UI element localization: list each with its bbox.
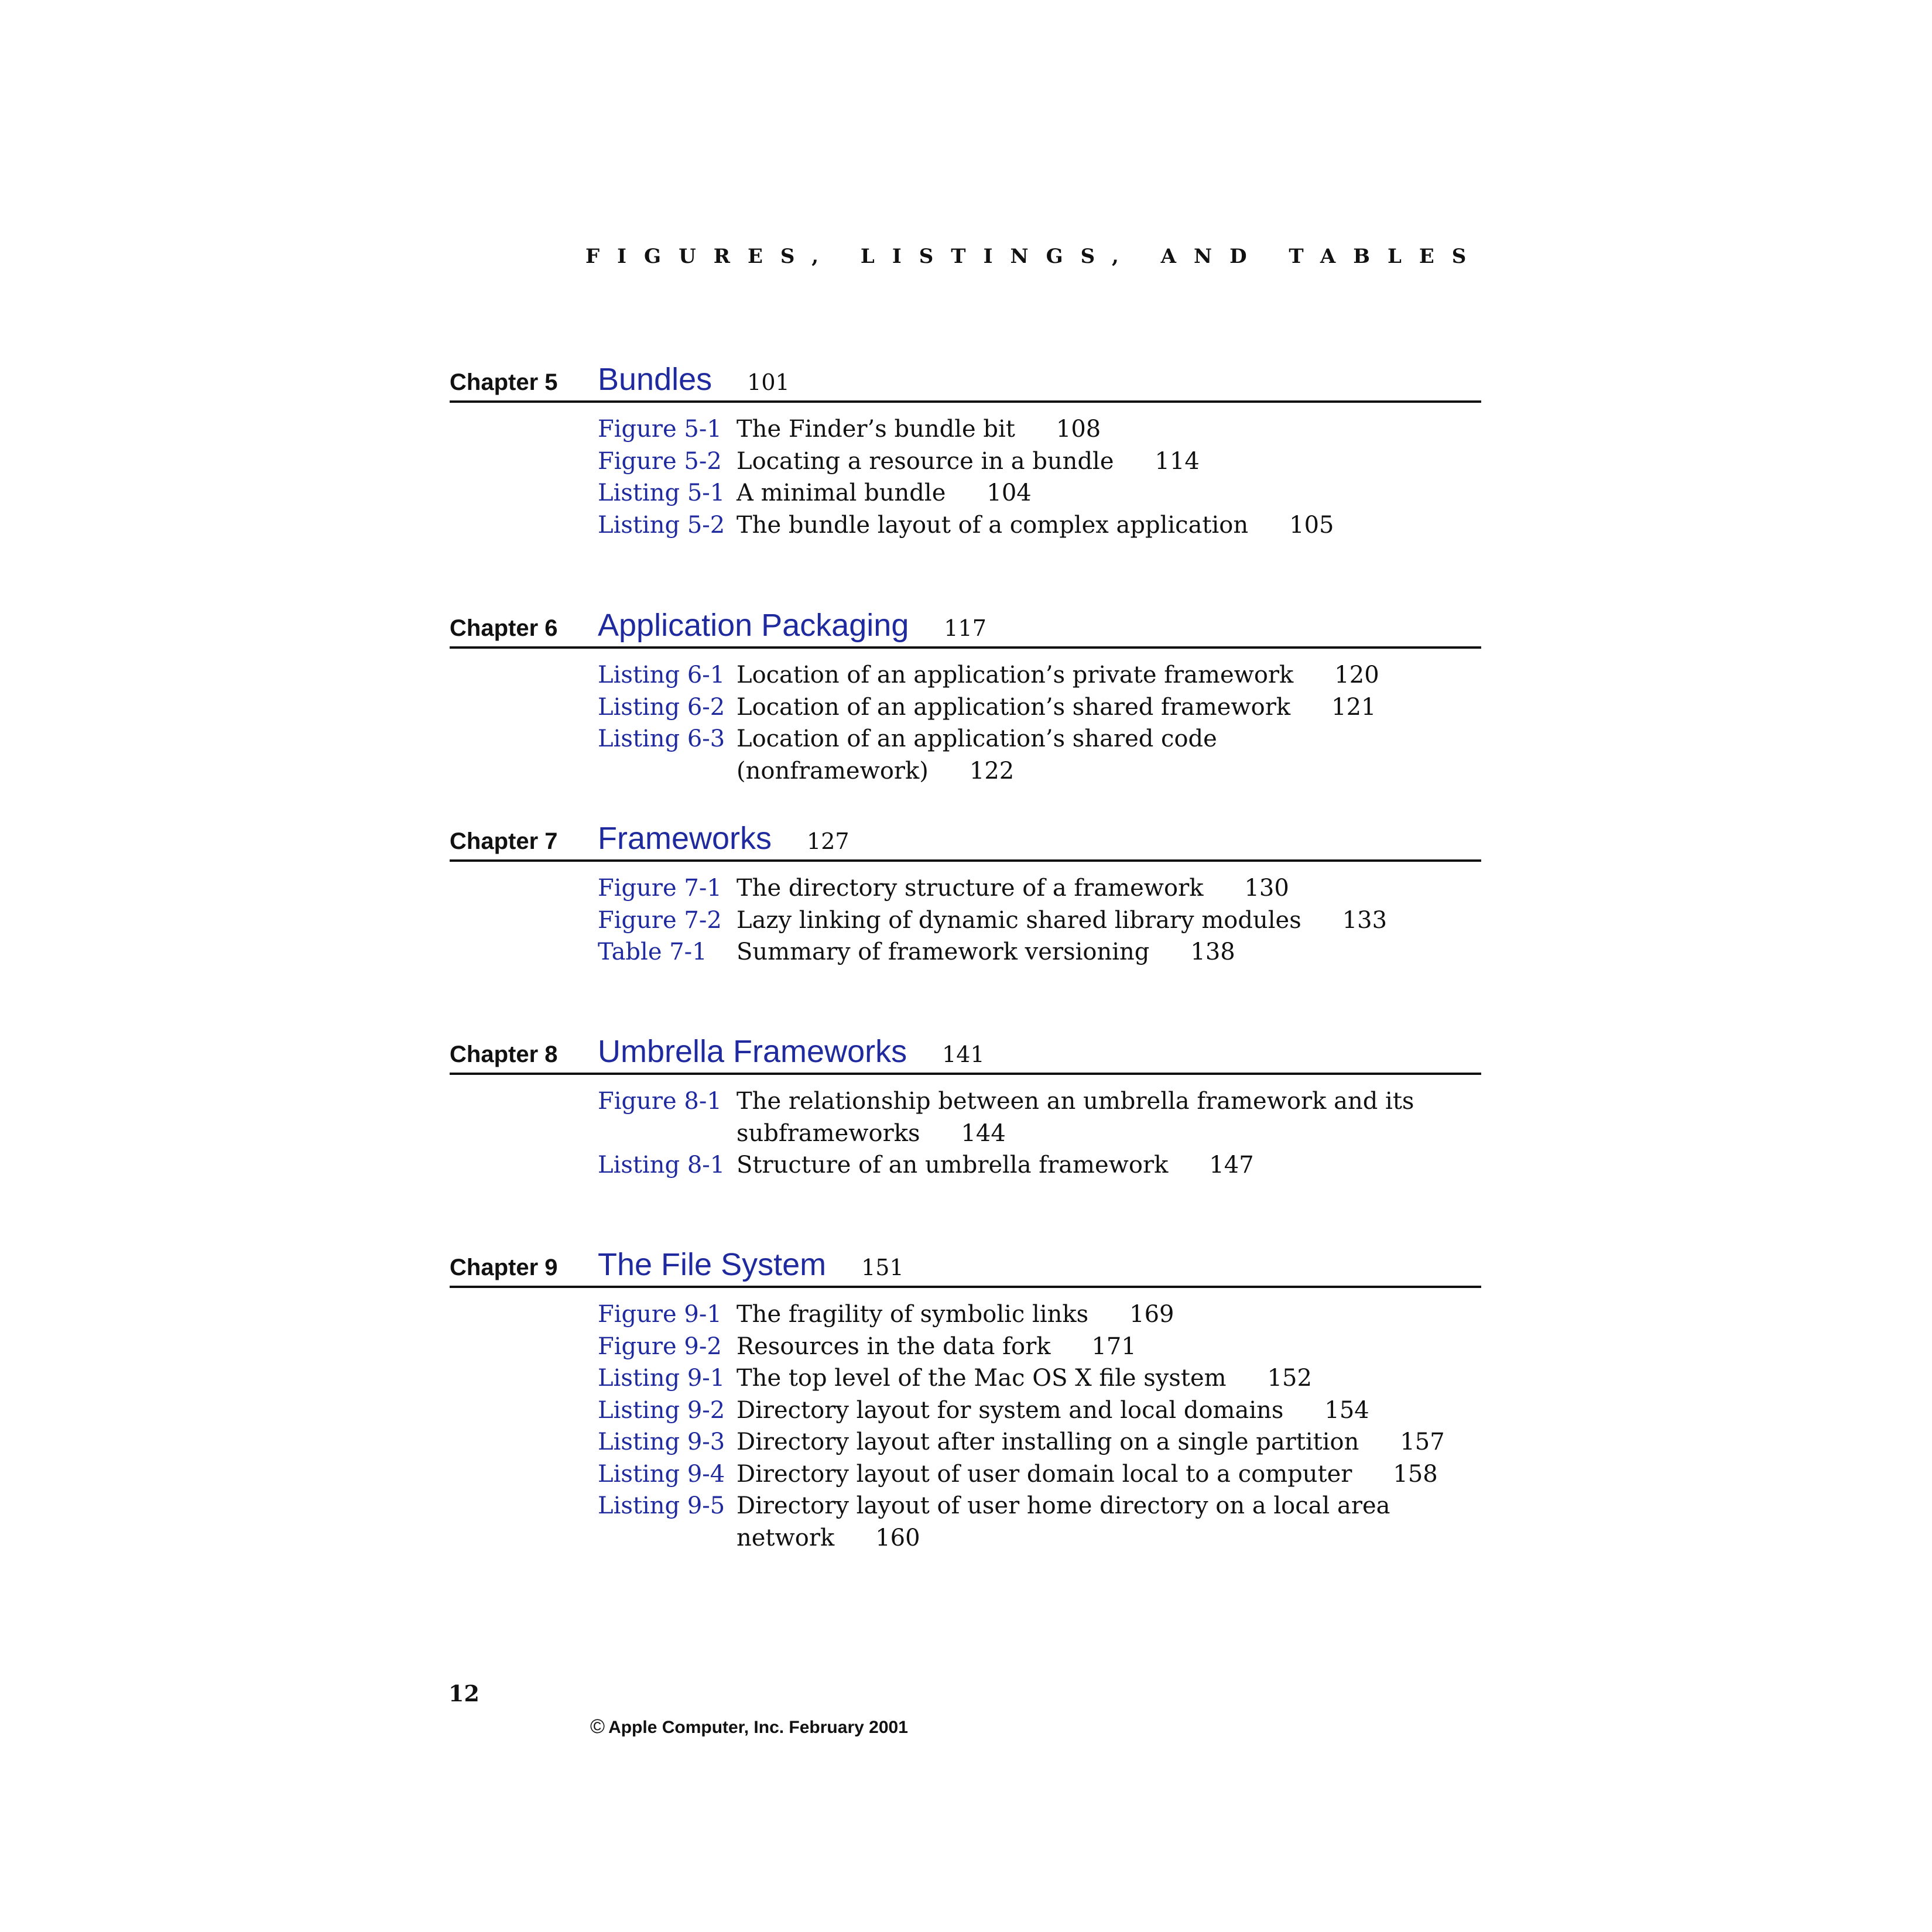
entry-list	[450, 872, 1481, 968]
entry-title: Directory layout of user home directory on a local area network	[737, 1492, 1390, 1551]
entry-title: Locating a resource in a bundle	[737, 447, 1114, 475]
chapter-label: Chapter 8	[450, 1042, 558, 1067]
entry-reference-link[interactable]: Listing 5-1	[598, 479, 725, 506]
entry-description	[737, 1490, 1451, 1554]
chapter-title-link[interactable]	[598, 607, 986, 643]
chapter-section	[450, 1030, 1481, 1181]
entry-reference-link[interactable]: Figure 5-2	[598, 447, 722, 475]
entry-title: Summary of framework versioning	[737, 938, 1150, 965]
entry-page-number: 104	[986, 479, 1032, 506]
copyright-text: Apple Computer, Inc. February 2001	[608, 1718, 908, 1737]
entry-title: The directory structure of a framework	[737, 875, 1204, 902]
entry-reference-link[interactable]: Listing 6-2	[598, 693, 725, 721]
chapter-label: Chapter 9	[450, 1255, 558, 1280]
chapter-title-text[interactable]: Application Packaging	[598, 608, 909, 643]
toc-entry	[450, 1395, 1481, 1427]
toc-entry	[450, 723, 1481, 787]
entry-page-number: 154	[1324, 1396, 1369, 1424]
entry-description	[737, 905, 1451, 937]
entry-title: A minimal bundle	[737, 479, 946, 506]
chapter-title-text[interactable]: Bundles	[598, 362, 712, 397]
chapter-rule	[450, 1286, 1481, 1288]
entry-title: The fragility of symbolic links	[737, 1301, 1089, 1328]
chapter-heading	[450, 817, 1481, 859]
chapter-section	[450, 1244, 1481, 1554]
entry-reference-link[interactable]: Figure 7-2	[598, 906, 722, 934]
entry-page-number: 158	[1393, 1460, 1438, 1488]
entry-reference-link[interactable]: Listing 9-1	[598, 1365, 725, 1392]
toc-entry	[450, 477, 1481, 509]
entry-page-number: 114	[1155, 447, 1200, 475]
chapter-rule	[450, 400, 1481, 403]
entry-page-number: 160	[875, 1524, 920, 1551]
entry-page-number: 130	[1244, 875, 1289, 902]
chapter-heading	[450, 1030, 1481, 1073]
entry-title: Directory layout for system and local domains	[737, 1396, 1284, 1424]
entry-page-number: 169	[1129, 1301, 1174, 1328]
entry-page-number: 108	[1056, 416, 1101, 443]
toc-entry	[450, 872, 1481, 905]
toc-entry	[450, 1458, 1481, 1491]
toc-entry	[450, 936, 1481, 968]
toc-entry	[450, 1149, 1481, 1181]
chapter-page-number: 151	[861, 1255, 904, 1280]
chapter-section	[450, 604, 1481, 787]
entry-page-number: 147	[1209, 1152, 1254, 1179]
chapter-page-number: 117	[944, 615, 986, 641]
entry-description	[737, 1426, 1451, 1458]
entry-reference-link[interactable]: Figure 5-1	[598, 416, 722, 443]
copyright-footer	[590, 1715, 908, 1738]
entry-page-number: 105	[1289, 511, 1334, 539]
page-number: 12	[448, 1680, 479, 1707]
entry-reference-link[interactable]: Figure 9-2	[598, 1332, 722, 1360]
entry-description	[737, 446, 1451, 478]
entry-title: Location of an application’s private framework	[737, 662, 1294, 688]
chapter-heading	[450, 358, 1481, 400]
entry-list	[450, 1085, 1481, 1181]
entry-title: Resources in the data fork	[737, 1332, 1051, 1360]
chapter-title-link[interactable]	[598, 820, 849, 857]
entry-description	[737, 723, 1451, 787]
entry-description	[737, 659, 1451, 691]
chapter-page-number: 127	[807, 828, 849, 854]
entry-reference-link[interactable]: Figure 9-1	[598, 1301, 722, 1328]
chapter-title-link[interactable]	[598, 1246, 904, 1283]
chapter-label: Chapter 6	[450, 615, 558, 641]
copyright-symbol: ©	[590, 1715, 605, 1738]
running-header: FIGURES, LISTINGS, AND TABLES	[585, 245, 1484, 268]
chapter-title-text[interactable]: The File System	[598, 1247, 827, 1282]
entry-page-number: 144	[961, 1119, 1006, 1147]
chapter-rule	[450, 646, 1481, 649]
chapter-heading	[450, 1244, 1481, 1286]
entry-description	[737, 509, 1451, 542]
entry-description	[737, 691, 1451, 724]
toc-entry	[450, 905, 1481, 937]
entry-title: Directory layout after installing on a single partition	[737, 1429, 1359, 1455]
entry-reference-link[interactable]: Listing 8-1	[598, 1152, 725, 1179]
entry-page-number: 152	[1267, 1365, 1312, 1392]
entry-reference-link[interactable]: Table 7-1	[598, 938, 707, 965]
toc-entry	[450, 509, 1481, 542]
toc-entry	[450, 691, 1481, 724]
entry-page-number: 122	[969, 757, 1015, 785]
entry-description	[737, 1458, 1451, 1491]
entry-description	[737, 1085, 1451, 1149]
entry-description	[737, 477, 1451, 509]
entry-description	[737, 1149, 1451, 1181]
entry-title: The bundle layout of a complex application	[737, 511, 1249, 539]
entry-title: Location of an application’s shared framework	[737, 693, 1291, 721]
chapter-page-number: 101	[747, 369, 790, 395]
chapter-section	[450, 358, 1481, 541]
entry-reference-link[interactable]: Listing 6-1	[598, 662, 725, 688]
entry-reference-link[interactable]: Listing 6-3	[598, 725, 725, 752]
entry-list	[450, 413, 1481, 541]
chapter-rule	[450, 1073, 1481, 1075]
toc-entry	[450, 1299, 1481, 1331]
entry-reference-link[interactable]: Listing 9-3	[598, 1429, 725, 1455]
entry-description	[737, 872, 1451, 905]
chapter-title-text[interactable]: Frameworks	[598, 821, 772, 856]
entry-description	[737, 1331, 1451, 1363]
chapter-rule	[450, 859, 1481, 862]
entry-reference-link[interactable]: Figure 8-1	[598, 1088, 722, 1115]
entry-description	[737, 1299, 1451, 1331]
toc-entry	[450, 1490, 1481, 1554]
entry-description	[737, 413, 1451, 446]
entry-list	[450, 659, 1481, 787]
entry-title: The top level of the Mac OS X file system	[737, 1365, 1227, 1392]
entry-page-number: 157	[1400, 1429, 1445, 1455]
entry-title: Directory layout of user domain local to a computer	[737, 1460, 1352, 1488]
toc-entry	[450, 1085, 1481, 1149]
toc-entry	[450, 446, 1481, 478]
chapter-page-number: 141	[942, 1042, 985, 1067]
entry-reference-link[interactable]: Listing 9-4	[598, 1460, 725, 1488]
entry-page-number: 133	[1342, 906, 1388, 934]
entry-list	[450, 1299, 1481, 1554]
entry-page-number: 138	[1190, 938, 1235, 965]
toc-entry	[450, 413, 1481, 446]
entry-title: Lazy linking of dynamic shared library modules	[737, 906, 1301, 934]
toc-entry	[450, 659, 1481, 691]
entry-page-number: 121	[1331, 693, 1376, 721]
entry-reference-link[interactable]: Listing 5-2	[598, 511, 725, 539]
entry-reference-link[interactable]: Listing 9-5	[598, 1492, 725, 1519]
entry-title: The Finder’s bundle bit	[737, 416, 1015, 443]
entry-reference-link[interactable]: Figure 7-1	[598, 875, 722, 902]
toc-entry	[450, 1426, 1481, 1458]
entry-description	[737, 1362, 1451, 1395]
chapter-title-link[interactable]	[598, 361, 790, 398]
entry-description	[737, 1395, 1451, 1427]
entry-reference-link[interactable]: Listing 9-2	[598, 1396, 725, 1424]
chapter-section	[450, 817, 1481, 968]
toc-entry	[450, 1331, 1481, 1363]
entry-description	[737, 936, 1451, 968]
chapter-title-text[interactable]: Umbrella Frameworks	[598, 1034, 907, 1069]
entry-title: Structure of an umbrella framework	[737, 1152, 1169, 1179]
entry-page-number: 120	[1334, 662, 1379, 688]
entry-page-number: 171	[1091, 1332, 1136, 1360]
entry-title: Location of an application’s shared code (nonframework)	[737, 725, 1217, 785]
chapter-title-link[interactable]	[598, 1033, 985, 1070]
chapter-heading	[450, 604, 1481, 646]
chapter-label: Chapter 5	[450, 369, 558, 395]
entry-title: The relationship between an umbrella framework and its subframeworks	[737, 1088, 1414, 1147]
chapter-label: Chapter 7	[450, 828, 558, 854]
toc-entry	[450, 1362, 1481, 1395]
